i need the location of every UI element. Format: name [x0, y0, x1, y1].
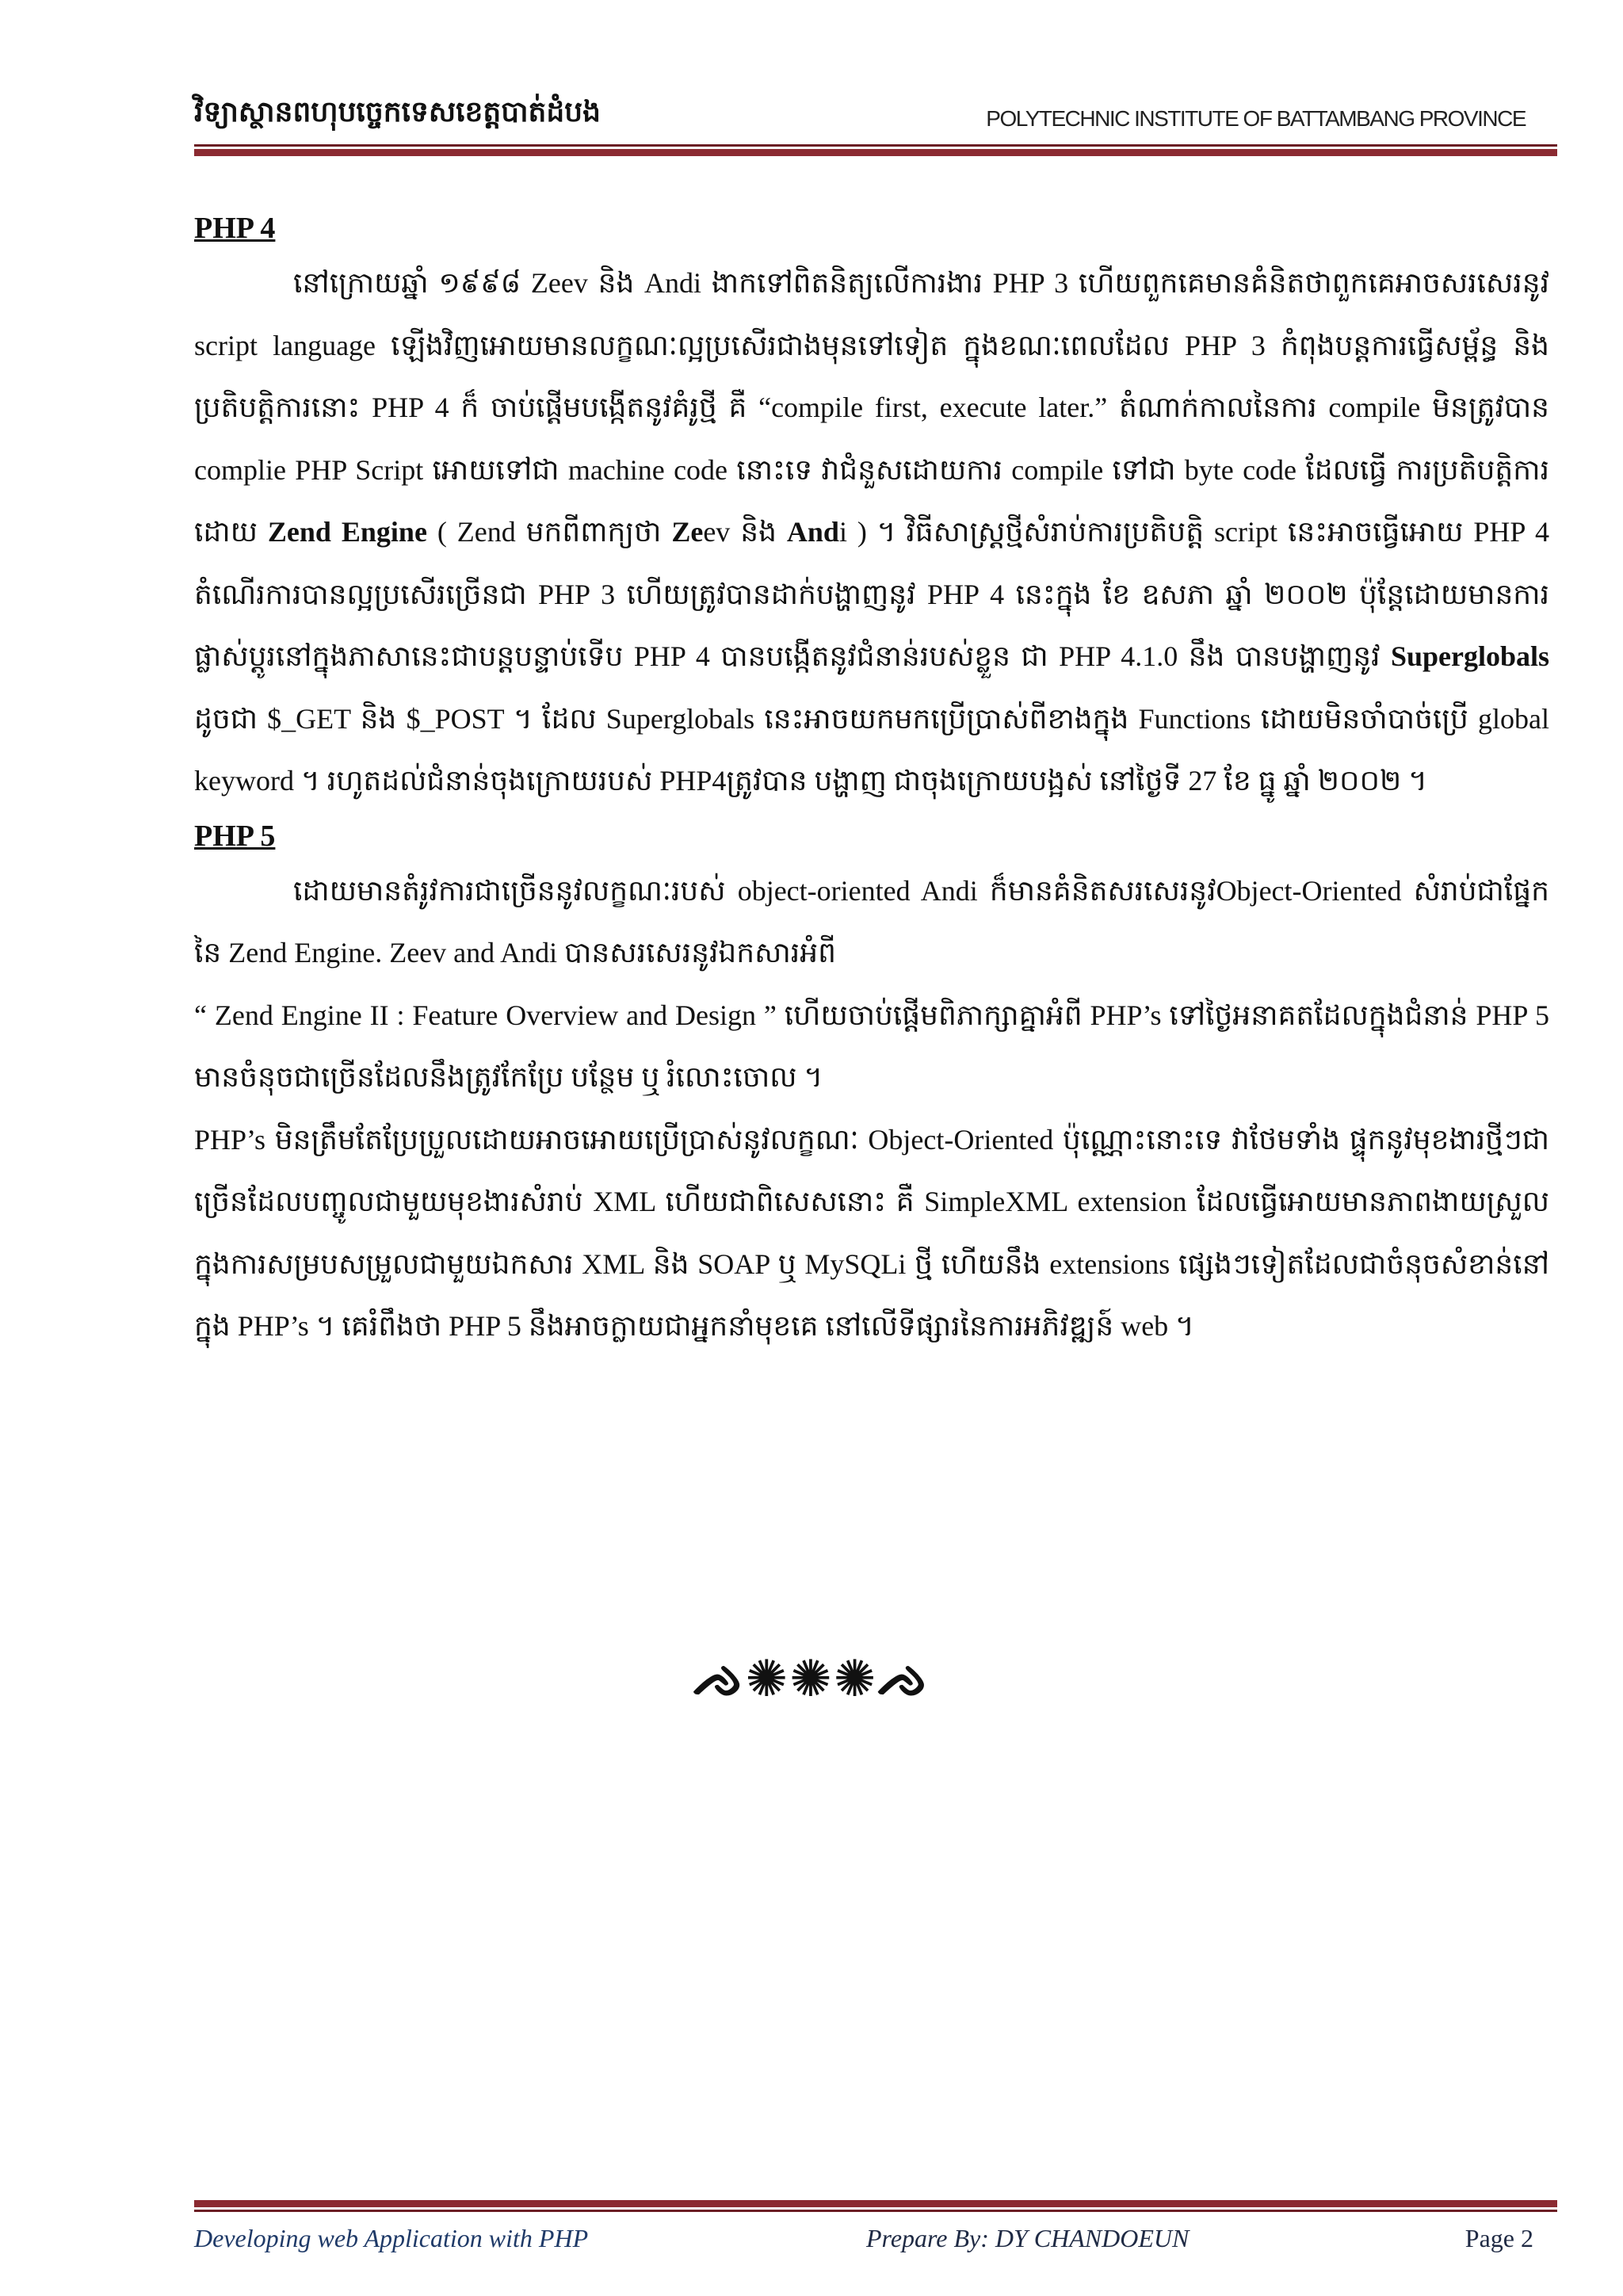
- section-heading-php5: PHP 5: [194, 819, 276, 853]
- text-run-bold: Ze: [671, 516, 704, 548]
- text-run-bold: Zend Engine: [267, 516, 427, 548]
- section-heading-php4: PHP 4: [194, 212, 276, 245]
- text-run-bold: And: [786, 516, 839, 548]
- page-footer: [194, 2224, 1557, 2259]
- text-run: i ) ។ វិធីសាស្ត្រថ្មីសំរាប់ការប្រតិបត្តិ script នេះអាចធ្វើអោយ PHP 4 តំណើរការបានល្អប្រសើរច្រើនជា PHP 3 ហើយត្រូវបានដាក់បង្ហាញនូវ PHP 4 នេះក្នុង ខែ ឧសភា ឆ្នាំ ២០០២ ប៉ុន្តែដោយមានការផ្លាស់ប្តូរនៅក្នុងភាសានេះជាបន្តបន្ទាប់ទើប PHP 4 បានបង្កើតនូវជំនាន់របស់ខ្លួន ជា PHP 4.1.0 នឹង បានបង្ហាញនូវ: [194, 516, 1550, 672]
- text-run: នៅក្រោយឆ្នាំ ១៩៩៨ Zeev និង Andi ងាកទៅពិតនិត្យលើការងារ PHP 3 ហើយពួកគេមានគំនិតថាពួកគេអាចសរសេរនូវ script language ឡើងវិញអោយមានលក្ខណៈល្អប្រសើរជាងមុនទៅទៀត ក្នុងខណៈពេលដែល PHP 3 កំពុងបន្តការធ្វើសម្ព័ន្ធ និងប្រតិបត្តិការនោះ PHP 4 ក៏ ចាប់ផ្តើមបង្កើតនូវគំរូថ្មី គឺ “compile first, execute later.” តំណាក់កាលនៃការ compile មិនត្រូវបាន complie PHP Script អោយទៅជា machine code នោះទេ វាជំនួសដោយការ compile ទៅជា byte code ដែលធ្វើ ការប្រតិបត្តិការ ដោយ: [194, 267, 1549, 548]
- page-header: [194, 94, 1557, 141]
- text-run: ដូចជា $_GET និង $_POST ។ ដែល Superglobals នេះអាចយកមកប្រើប្រាស់ពីខាងក្នុង Functions ដោយមិនចាំបាច់ប្រើ global keyword ។ រហូតដល់ជំនាន់ចុងក្រោយរបស់ PHP4ត្រូវបាន បង្ហាញ ជាចុងក្រោយបង្អស់ នៅថ្ងៃទី 27 ខែ ធ្នូ ឆ្នាំ ២០០២ ។: [194, 702, 1549, 797]
- text-run: ដោយមានតំរូវការជាច្រើននូវលក្ខណៈរបស់ object-oriented Andi ក៏មានគំនិតសរសេរនូវObject-Oriented សំរាប់ជាផ្នែកនៃ Zend Engine. Zeev and Andi បានសរសេរនូវឯកសារអំពី: [194, 874, 1549, 968]
- text-run: PHP’s មិនត្រឹមតែប្រែប្រួលដោយអាចអោយប្រើប្រាស់នូវលក្ខណៈ Object-Oriented ប៉ុណ្ណោះនោះទេ វាថែមទាំង ផ្ទុកនូវមុខងារថ្មីៗជាច្រើនដែលបញ្ចូលជាមួយមុខងារសំរាប់ XML ហើយជាពិសេសនោះ គឺ SimpleXML extension ដែលធ្វើអោយមានភាពងាយស្រួល ក្នុងការសម្របសម្រួលជាមួយឯកសារ XML និង SOAP ឬ MySQLi ថ្មី ហើយនឹង extensions ផ្សេងៗទៀតដែលជាចំនុចសំខាន់នៅក្នុង PHP’s ។ គេរំពឹងថា PHP 5 នឹងអាចក្លាយជាអ្នកនាំមុខគេ នៅលើទីផ្សារនៃការអភិវឌ្ឍន៍ web ។: [194, 1123, 1549, 1342]
- text-run: ( Zend មកពីពាក្យថា: [426, 516, 672, 548]
- text-run-bold: Superglobals: [1390, 640, 1550, 672]
- text-run: “ Zend Engine II : Feature Overview and Design ” ហើយចាប់ផ្តើមពិភាក្សាគ្នាអំពី PHP’s ទៅថ្ងៃអនាគតដែលក្នុងជំនាន់ PHP 5 មានចំនុចជាច្រើនដែលនឹងត្រូវកែប្រែ បន្ថែម ឬ រំលោះចោល ។: [194, 999, 1549, 1093]
- footer-course-title: Developing web Application with PHP: [194, 2224, 589, 2252]
- header-rule-thick: [194, 149, 1557, 156]
- section-end-ornament: ᨌ✺✺✺ᨌ: [693, 1650, 930, 1709]
- footer-rule-thin: [194, 2210, 1557, 2212]
- header-rule-thin: [194, 144, 1557, 147]
- php4-paragraph: [194, 252, 1549, 812]
- php5-paragraph-2: [194, 984, 1549, 1109]
- footer-rule-thick: [194, 2200, 1557, 2207]
- footer-author: Prepare By: DY CHANDOEUN: [866, 2224, 1190, 2252]
- header-institute-khmer: វិទ្យាស្ថានពហុបច្ចេកទេសខេត្តបាត់ដំបង: [194, 96, 601, 128]
- text-run: ev និង: [703, 516, 787, 548]
- header-institute-english: POLYTECHNIC INSTITUTE OF BATTAMBANG PROVINCE: [986, 106, 1526, 131]
- php5-paragraph-1: [194, 860, 1549, 984]
- php5-paragraph-3: [194, 1109, 1549, 1358]
- footer-page-number: Page 2: [1465, 2224, 1533, 2252]
- page-content: [194, 204, 1549, 1358]
